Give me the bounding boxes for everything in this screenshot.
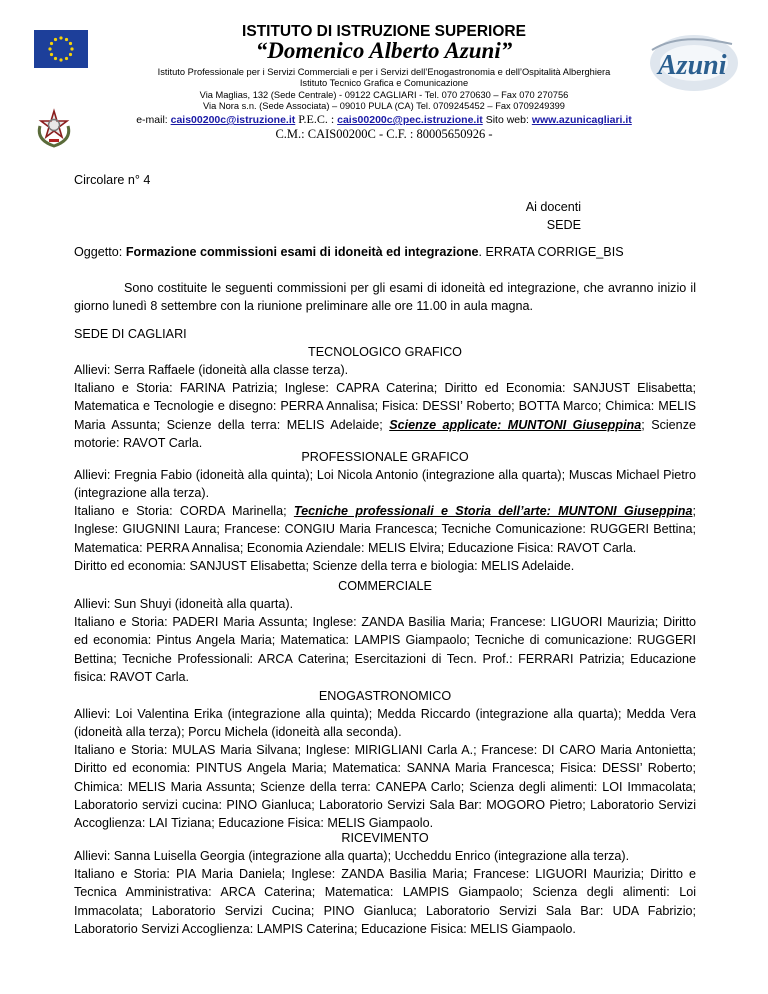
commission-tecnologico-part-1: Italiano e Storia: FARINA Patrizia; Inglese: CAPRA Caterina; Diritto ed Economia: SANJUST Elisabetta; Matematica e Tecnologie e disegno: PERRA Annalisa; Fisica: DESSI’ Roberto; BOTTA Marco; Chimica: MELIS Maria Assunta; Scienze della terra: MELIS Adelaide; [74, 381, 696, 432]
commission-tecnologico-highlight: Scienze applicate: MUNTONI Giuseppina [389, 417, 642, 432]
institute-subtitle-1: Istituto Professionale per i Servizi Commerciali e per i Servizi dell’Enogastronomia e dell’Ospitalità Alberghiera [157, 67, 611, 77]
commission-professionale-part-1: Italiano e Storia: CORDA Marinella; [74, 504, 294, 518]
subject-line [74, 243, 696, 261]
email-link[interactable]: cais00200c@istruzione.it [170, 114, 296, 126]
commission-tecnologico [74, 379, 696, 452]
intro-paragraph: Sono costituite le seguenti commissioni per gli esami di idoneità ed integrazione, che avranno inizio il giorno lunedì 8 settembre con la riunione preliminare alle ore 11.00 in aula magna. [74, 281, 696, 314]
institute-name: “Domenico Alberto Azuni” [255, 38, 513, 63]
students-commerciale: Allievi: Sun Shuyi (idoneità alla quarta). [74, 597, 294, 611]
section-title-ricevimento: RICEVIMENTO [341, 831, 429, 845]
students-enogastronomico: Allievi: Loi Valentina Erika (integrazione alla quinta); Medda Riccardo (integrazione alla quarta); Medda Vera (idoneità alla terza); Porcu Michela (idoneità alla seconda). [74, 707, 696, 740]
recipients [74, 198, 581, 235]
students-ricevimento: Allievi: Sanna Luisella Georgia (integrazione alla quarta); Uccheddu Enrico (integrazione alla terza). [74, 849, 630, 863]
subject-label: Oggetto: [74, 245, 123, 259]
azuni-logo-text: Azuni [658, 50, 727, 81]
commission-professionale-highlight: Tecniche professionali e Storia dell’arte: MUNTONI Giuseppina [293, 504, 693, 518]
commission-tecnologico-part-2: ; Scienze motorie: RAVOT Carla. [74, 417, 696, 450]
address-main: Via Maglias, 132 (Sede Centrale) - 09122 CAGLIARI - Tel. 070 270630 – Fax 070 270756 [199, 90, 569, 100]
recipient-line-2: SEDE [546, 218, 581, 233]
commission-ricevimento: Italiano e Storia: PIA Maria Daniela; Inglese: ZANDA Basilia Maria; Francese: LIGUORI Maurizia; Diritto e Tecnica Amministrativa: ARCA Caterina; Matematica: LAMPIS Giampaolo; Scienza degli alimenti: Loi Immacolata; Laboratorio Servizi Cucina; PINO Gianluca; Laboratorio Servizi Sala Bar: UDA Fabrizio; Laboratorio Servizi Accoglienza: LAMPIS Caterina; Educazione Fisica: MELIS Giampaolo. [74, 867, 696, 936]
subject-rest: . ERRATA CORRIGE_BIS [478, 245, 624, 259]
students-tecnologico: Allievi: Serra Raffaele (idoneità alla classe terza). [74, 363, 349, 377]
institute-subtitle-2: Istituto Tecnico Grafica e Comunicazione [299, 78, 469, 88]
fiscal-codes: C.M.: CAIS00200C - C.F. : 80005650926 - [275, 127, 493, 141]
section-title-enogastronomico: ENOGASTRONOMICO [318, 689, 452, 703]
pec-label: P.E.C. : [298, 112, 335, 126]
address-associate: Via Nora s.n. (Sede Associata) – 09010 PULA (CA) Tel. 0709245452 – Fax 0709249399 [203, 101, 565, 111]
commission-professionale-extra: Diritto ed economia: SANJUST Elisabetta; Scienze della terra e biologia: MELIS Adelaide. [74, 559, 575, 573]
letterhead [0, 0, 768, 150]
website-link[interactable]: www.azunicagliari.it [531, 114, 632, 126]
commission-commerciale: Italiano e Storia: PADERI Maria Assunta; Inglese: ZANDA Basilia Maria; Francese: LIGUORI Maurizia; Diritto ed economia: Pintus Angela Maria; Matematica: LAMPIS Giampaolo; Tecniche di comunicazione: RUGGERI Bettina; Tecniche Professionali: ARCA Caterina; Esercitazioni di Tecn. Prof.: FERRARI Patrizia; Educazione fisica: RAVOT Carla. [74, 615, 696, 684]
contacts-line [0, 112, 768, 127]
section-title-tecnologico: TECNOLOGICO GRAFICO [308, 345, 462, 359]
recipient-line-1: Ai docenti [525, 200, 581, 214]
commission-professionale [74, 502, 696, 557]
pec-link[interactable]: cais00200c@pec.istruzione.it [337, 114, 483, 126]
sede-heading: SEDE DI CAGLIARI [74, 327, 187, 341]
section-title-commerciale: COMMERCIALE [338, 579, 432, 593]
web-label: Sito web: [485, 114, 529, 126]
commission-professionale-part-2: ; Inglese: GIUGNINI Laura; Francese: CONGIU Maria Francesca; Tecniche Comunicazione: RUGGERI Bettina; Matematica: PERRA Annalisa; Economia Aziendale: MELIS Elvira; Educazione Fisica: RAVOT Carla. [74, 504, 696, 555]
section-title-professionale: PROFESSIONALE GRAFICO [301, 450, 469, 464]
circular-number: Circolare n° 4 [74, 173, 151, 187]
email-label: e-mail: [136, 114, 168, 126]
commission-enogastronomico: Italiano e Storia: MULAS Maria Silvana; Inglese: MIRIGLIANI Carla A.; Francese: DI CARO Maria Antonietta; Diritto ed economia: PINTUS Angela Maria; Matematica: SANNA Maria Francesca; Fisica: DESSI’ Roberto; Chimica: MELIS Maria Assunta; Scienze della terra: CANEPA Carlo; Scienza degli alimenti: LOI Immacolata; Laboratorio servizi cucina: PINO Gianluca; Laboratorio Servizi Sala Bar: MOGORO Pietro; Laboratorio Servizi Accoglienza: LAI Tiziana; Educazione Fisica: MELIS Giampaolo. [74, 743, 696, 831]
students-professionale: Allievi: Fregnia Fabio (idoneità alla quinta); Loi Nicola Antonio (integrazione alla quarta); Muscas Michael Pietro (integrazione alla terza). [74, 468, 696, 501]
subject-title: Formazione commissioni esami di idoneità ed integrazione [125, 245, 479, 259]
institute-type: ISTITUTO DI ISTRUZIONE SUPERIORE [242, 23, 526, 40]
